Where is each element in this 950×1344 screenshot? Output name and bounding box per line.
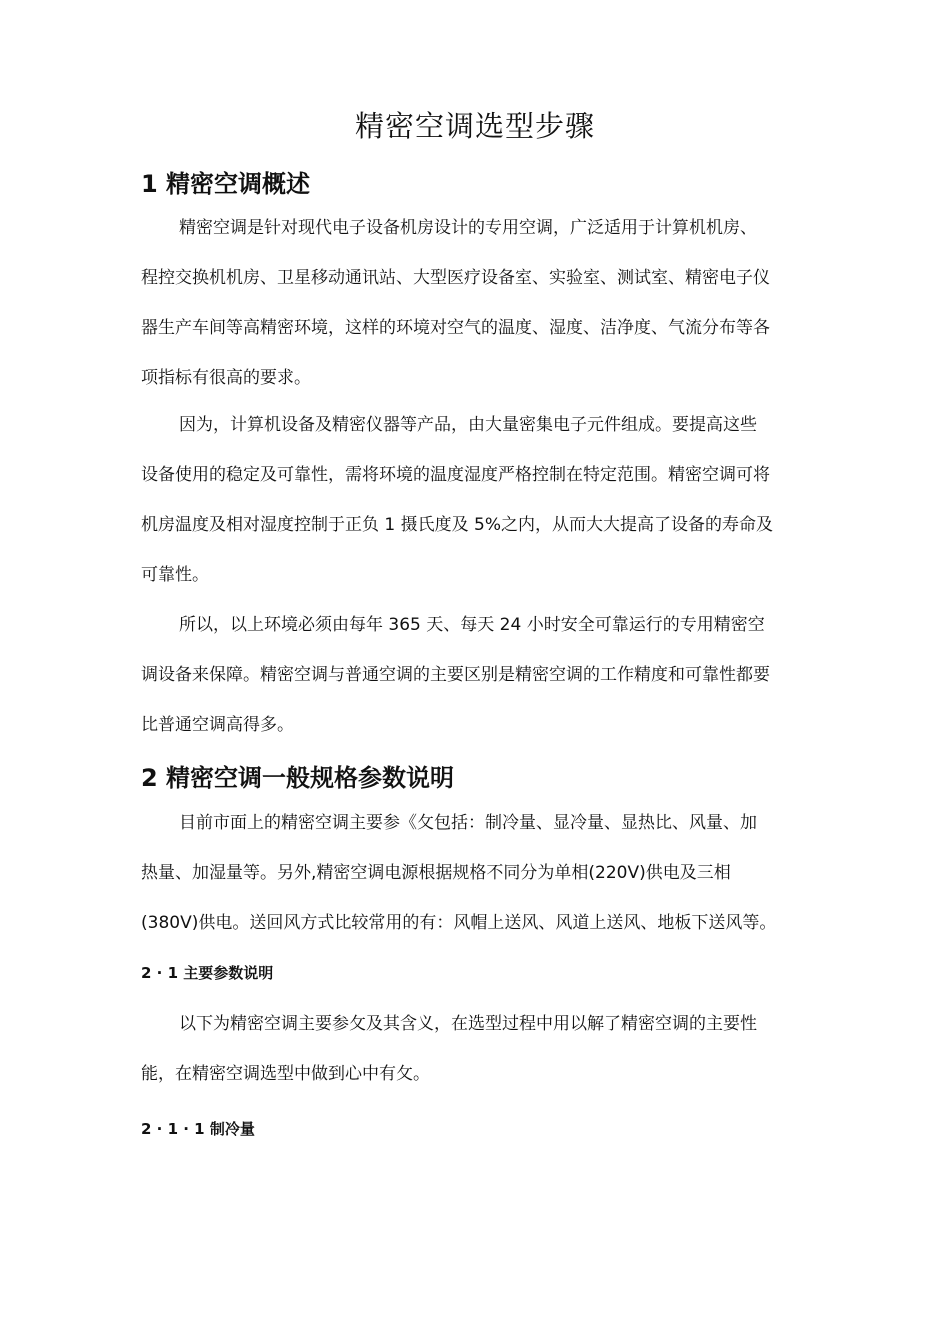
paragraph-line: 可靠性。 (141, 565, 209, 585)
section-2-heading: 2 精密空调一般规格参数说明 (141, 764, 455, 792)
section-2-1-1-heading: 2 · 1 · 1 制冷量 (141, 1120, 255, 1138)
paragraph-line: 热量、加湿量等。另外,精密空调电源根据规格不同分为单相(220V)供电及三相 (141, 863, 731, 883)
section-1-paragraph-2 (141, 400, 813, 600)
section-1-heading: 1 精密空调概述 (141, 170, 311, 198)
paragraph-line: 能，在精密空调选型中做到心中有攵。 (141, 1064, 430, 1084)
paragraph-line: 比普通空调高得多。 (141, 715, 294, 735)
paragraph-line: (380V)供电。送回风方式比较常用的有：风帽上送风、风道上送风、地板下送风等。 (141, 913, 777, 933)
section-1-paragraph-1 (141, 203, 813, 403)
paragraph-line: 所以，以上环境必须由每年 365 天、每天 24 小时安全可靠运行的专用精密空 (179, 615, 765, 635)
section-2-1-paragraph-1 (141, 999, 813, 1099)
section-2-1-heading: 2 · 1 主要参数说明 (141, 964, 274, 982)
paragraph-line: 因为，计算机设备及精密仪器等产品，由大量密集电子元件组成。要提高这些 (179, 415, 757, 435)
paragraph-line: 设备使用的稳定及可靠性，需将环境的温度湿度严格控制在特定范围。精密空调可将 (141, 465, 770, 485)
paragraph-line: 调设备来保障。精密空调与普通空调的主要区别是精密空调的工作精度和可靠性都要 (141, 665, 770, 685)
paragraph-line: 精密空调是针对现代电子设备机房设计的专用空调，广泛适用于计算机机房、 (179, 218, 757, 238)
document-title: 精密空调选型步骤 (354, 109, 595, 143)
paragraph-line: 项指标有很高的要求。 (141, 368, 311, 388)
paragraph-line: 机房温度及相对湿度控制于正负 1 摄氏度及 5%之内，从而大大提高了设备的寿命及 (141, 515, 773, 535)
section-2-paragraph-1 (141, 798, 813, 948)
paragraph-line: 以下为精密空调主要参攵及其含义，在选型过程中用以解了精密空调的主要性 (179, 1014, 757, 1034)
paragraph-line: 目前市面上的精密空调主要参《攵包括：制冷量、显冷量、显热比、风量、加 (179, 813, 757, 833)
paragraph-line: 器生产车间等高精密环境，这样的环境对空气的温度、湿度、洁净度、气流分布等各 (141, 318, 770, 338)
paragraph-line: 程控交换机机房、卫星移动通讯站、大型医疗设备室、实验室、测试室、精密电子仪 (141, 268, 770, 288)
section-1-paragraph-3 (141, 600, 813, 750)
